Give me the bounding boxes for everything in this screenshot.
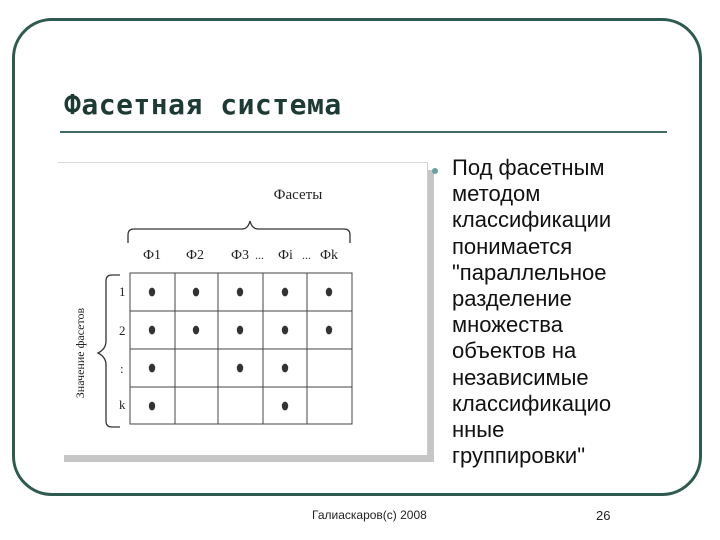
row-label: : <box>120 361 124 376</box>
definition-line: Под фасетным <box>452 155 605 180</box>
row-label: 2 <box>119 323 126 338</box>
definition-line: множества <box>452 312 563 338</box>
col-header: ... <box>302 248 311 262</box>
grid-mark <box>237 364 243 373</box>
grid-mark <box>149 288 155 297</box>
definition-line: классификацио <box>452 390 612 416</box>
page-number: 26 <box>596 508 611 523</box>
facet-diagram <box>58 163 428 455</box>
col-header: Ф1 <box>143 248 162 263</box>
definition-line: разделение <box>452 286 572 312</box>
facets-label: Фасеты <box>273 187 323 203</box>
title-divider <box>60 131 667 133</box>
grid-mark <box>282 402 288 411</box>
grid-mark <box>149 364 155 373</box>
definition-line: независимые <box>452 364 589 390</box>
grid-mark <box>237 326 243 335</box>
definition-line: объектов на <box>452 338 577 364</box>
grid-mark <box>282 288 288 297</box>
facet-figure <box>58 162 428 455</box>
col-header: Фi <box>278 248 293 263</box>
col-header: Ф2 <box>186 248 205 263</box>
grid-mark <box>193 326 199 335</box>
footer-author: Галиаскаров(с) 2008 <box>312 508 427 522</box>
row-label: k <box>119 397 126 412</box>
col-header: Фk <box>320 248 339 263</box>
definition-line: "параллельное <box>452 259 607 285</box>
grid-mark <box>326 326 332 335</box>
grid-mark <box>237 288 243 297</box>
grid-mark <box>149 402 155 411</box>
definition-line: понимается <box>452 233 573 259</box>
facets-brace <box>128 221 350 243</box>
definition-line: классификации <box>452 207 612 233</box>
slide-title: Фасетная система <box>64 88 342 121</box>
grid-mark <box>282 326 288 335</box>
row-label: 1 <box>119 284 126 299</box>
values-brace <box>98 275 120 427</box>
grid-mark <box>326 288 332 297</box>
definition-text <box>452 155 692 469</box>
definition-line: методом <box>452 181 541 207</box>
grid-mark <box>149 326 155 335</box>
facet-values-label: Значение фасетов <box>73 307 87 399</box>
col-header: Ф3 <box>231 248 250 263</box>
col-header: ... <box>255 248 264 262</box>
grid-mark <box>193 288 199 297</box>
definition-line: группировки" <box>452 443 586 469</box>
definition-line: нные <box>452 417 505 443</box>
bullet-icon <box>432 168 438 174</box>
grid-mark <box>282 364 288 373</box>
